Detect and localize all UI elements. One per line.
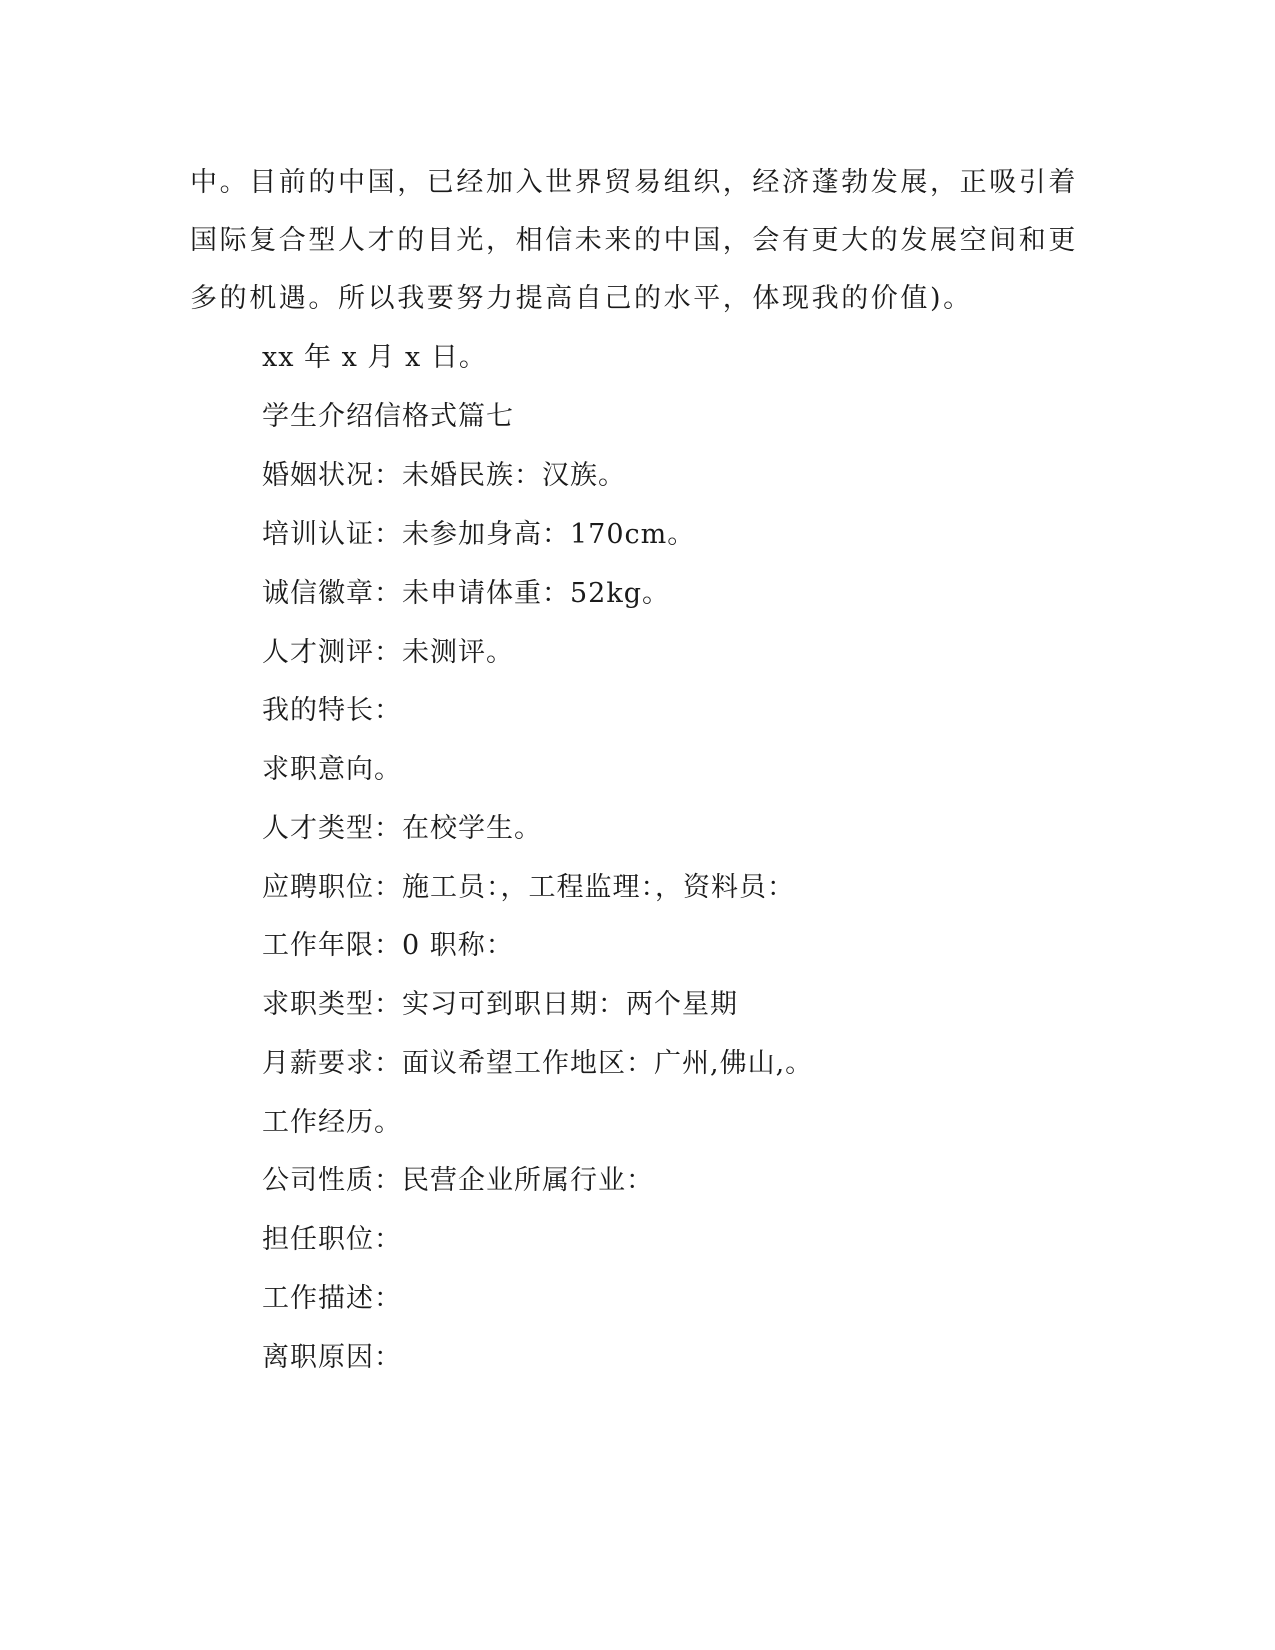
field-leaving-reason: 离职原因：: [262, 1342, 402, 1373]
field-position-held: 担任职位：: [262, 1224, 402, 1255]
field-work-years: 工作年限：0 职称：: [262, 930, 514, 961]
paragraph-line-1: 中。目前的中国，已经加入世界贸易组织，经济蓬勃发展，正吸引着: [190, 167, 1078, 198]
section-title: 学生介绍信格式篇七: [262, 401, 514, 432]
field-job-type: 求职类型：实习可到职日期：两个星期: [262, 989, 738, 1020]
date-line: xx 年 x 月 x 日。: [262, 342, 487, 373]
field-talent-type: 人才类型：在校学生。: [262, 813, 542, 844]
field-salary-requirement: 月薪要求：面议希望工作地区：广州,佛山,。: [262, 1048, 814, 1079]
field-job-intention: 求职意向。: [262, 754, 402, 785]
field-company-nature: 公司性质：民营企业所属行业：: [262, 1165, 654, 1196]
paragraph-line-2: 国际复合型人才的目光，相信未来的中国，会有更大的发展空间和更: [190, 225, 1078, 256]
field-job-description: 工作描述：: [262, 1283, 402, 1314]
field-applied-position: 应聘职位：施工员：，工程监理：，资料员：: [262, 872, 795, 903]
field-marital-status: 婚姻状况：未婚民族：汉族。: [262, 460, 626, 491]
field-talent-assessment: 人才测评：未测评。: [262, 637, 514, 668]
field-specialty: 我的特长：: [262, 695, 402, 726]
field-integrity-badge: 诚信徽章：未申请体重：52kg。: [262, 578, 671, 609]
paragraph-line-3: 多的机遇。所以我要努力提高自己的水平，体现我的价值)。: [190, 283, 973, 314]
field-training-certification: 培训认证：未参加身高：170cm。: [262, 519, 696, 550]
field-work-experience: 工作经历。: [262, 1107, 402, 1138]
